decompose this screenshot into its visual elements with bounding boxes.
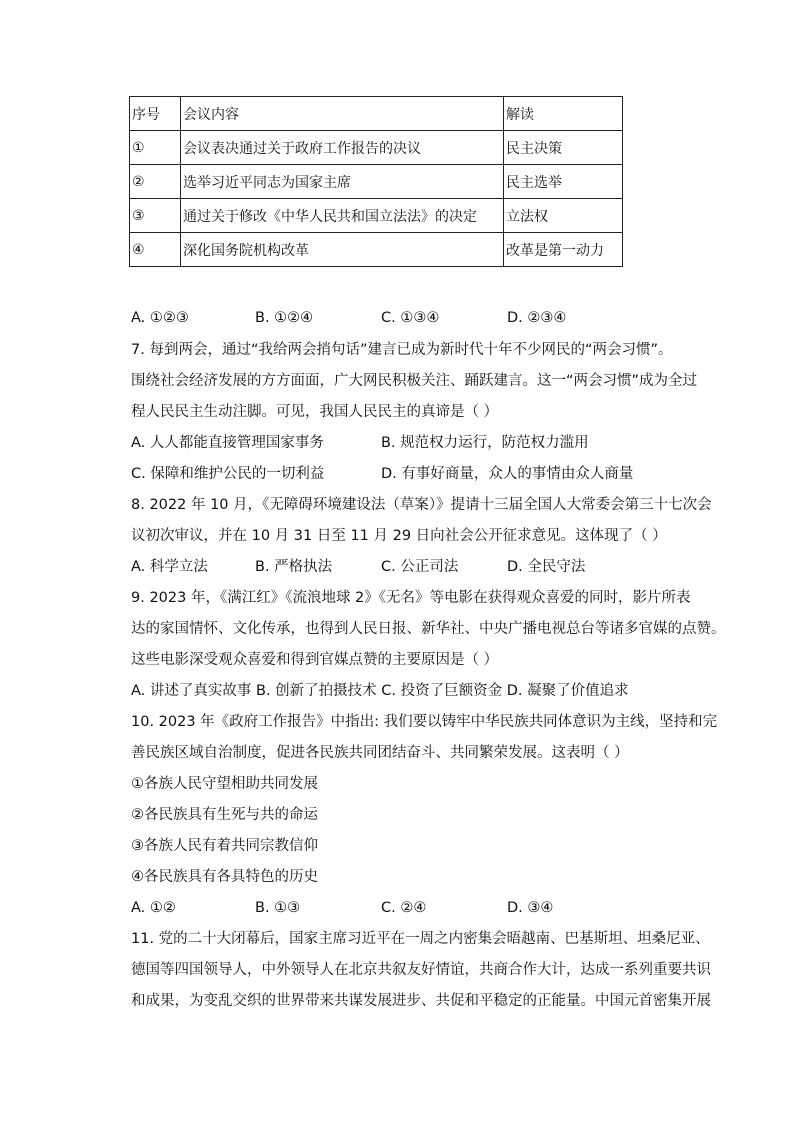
option-b[interactable]: B. 严格执法 [255, 559, 333, 575]
question-7-text: 程人民民主生动注脚。可见，我国人民民主的真谛是（ ） [131, 404, 499, 420]
table-cell: ① [130, 131, 181, 165]
question-7-text: 围绕社会经济发展的方方面面，广大网民积极关注、踊跃建言。这一“两会习惯”成为全过 [131, 373, 698, 389]
question-7-text: 7. 每到两会，通过“我给两会捎句话”建言已成为新时代十年不少网民的“两会习惯”。 [131, 342, 673, 358]
question-9-options: A. 讲述了真实故事 B. 创新了拍摄技术 C. 投资了巨额资金 D. 凝聚了价值追求 [131, 683, 629, 699]
table-cell: 民主选举 [504, 165, 623, 199]
option-b[interactable]: B. ①②④ [255, 310, 314, 326]
question-8-text: 议初次审议，并在 10 月 31 日至 11 月 29 日向社会公开征求意见。这体现了（ ） [131, 528, 667, 544]
table-cell: 深化国务院机构改革 [181, 233, 504, 267]
option-c[interactable]: C. ①③④ [381, 310, 440, 326]
header-cell: 解读 [504, 97, 623, 131]
option-a[interactable]: A. ①②③ [131, 310, 189, 326]
statement-item: ①各族人民守望相助共同发展 [131, 776, 318, 792]
option-d[interactable]: D. ②③④ [507, 310, 567, 326]
table-cell: 会议表决通过关于政府工作报告的决议 [181, 131, 504, 165]
option-d[interactable]: D. 有事好商量，众人的事情由众人商量 [381, 466, 634, 482]
table-cell: 立法权 [504, 199, 623, 233]
question-11-text: 和成果，为变乱交织的世界带来共谋发展进步、共促和平稳定的正能量。中国元首密集开展 [131, 993, 711, 1009]
option-a[interactable]: A. 人人都能直接管理国家事务 [131, 435, 324, 451]
header-cell: 会议内容 [181, 97, 504, 131]
option-a[interactable]: A. ①② [131, 900, 176, 916]
option-d[interactable]: D. ③④ [507, 900, 554, 916]
question-11-text: 11. 党的二十大闭幕后，国家主席习近平在一周之内密集会晤越南、巴基斯坦、坦桑尼亚、 [131, 931, 710, 947]
table-cell: 通过关于修改《中华人民共和国立法法》的决定 [181, 199, 504, 233]
table-cell: ② [130, 165, 181, 199]
question-9-text: 达的家国情怀、文化传承，也得到人民日报、新华社、中央广播电视总台等诸多官媒的点赞。 [131, 621, 726, 637]
question-10-text: 善民族区域自治制度，促进各民族共同团结奋斗、共同繁荣发展。这表明（ ） [131, 745, 629, 761]
option-c[interactable]: C. ②④ [381, 900, 427, 916]
option-c[interactable]: C. 公正司法 [381, 559, 459, 575]
statement-item: ③各族人民有着共同宗教信仰 [131, 838, 318, 854]
question-8-text: 8. 2022 年 10 月，《无障碍环境建设法（草案）》提请十三届全国人大常委会第三十七次会 [131, 497, 712, 513]
table-row [130, 165, 623, 199]
table-header-row [130, 97, 623, 131]
table-cell: ④ [130, 233, 181, 267]
option-b[interactable]: B. ①③ [255, 900, 301, 916]
option-b[interactable]: B. 规范权力运行，防范权力滥用 [381, 435, 589, 451]
statement-item: ②各民族具有生死与共的命运 [131, 807, 318, 823]
question-9-text: 9. 2023 年，《满江红》《流浪地球 2》《无名》等电影在获得观众喜爱的同时，影片所表 [131, 590, 691, 606]
question-10-text: 10. 2023 年《政府工作报告》中指出: 我们要以铸牢中华民族共同体意识为主线，坚持和完 [131, 714, 718, 730]
table-cell: 选举习近平同志为国家主席 [181, 165, 504, 199]
table-cell: 民主决策 [504, 131, 623, 165]
table-cell: 改革是第一动力 [504, 233, 623, 267]
table-row [130, 233, 623, 267]
header-cell: 序号 [130, 97, 181, 131]
question-11-text: 德国等四国领导人，中外领导人在北京共叙友好情谊，共商合作大计，达成一系列重要共识 [131, 962, 711, 978]
meeting-table [129, 96, 623, 267]
option-a[interactable]: A. 科学立法 [131, 559, 208, 575]
table-row [130, 131, 623, 165]
table-cell: ③ [130, 199, 181, 233]
option-d[interactable]: D. 全民守法 [507, 559, 586, 575]
table-row [130, 199, 623, 233]
question-9-text: 这些电影深受观众喜爱和得到官媒点赞的主要原因是（ ） [131, 652, 499, 668]
option-c[interactable]: C. 保障和维护公民的一切利益 [131, 466, 325, 482]
statement-item: ④各民族具有各具特色的历史 [131, 869, 318, 885]
